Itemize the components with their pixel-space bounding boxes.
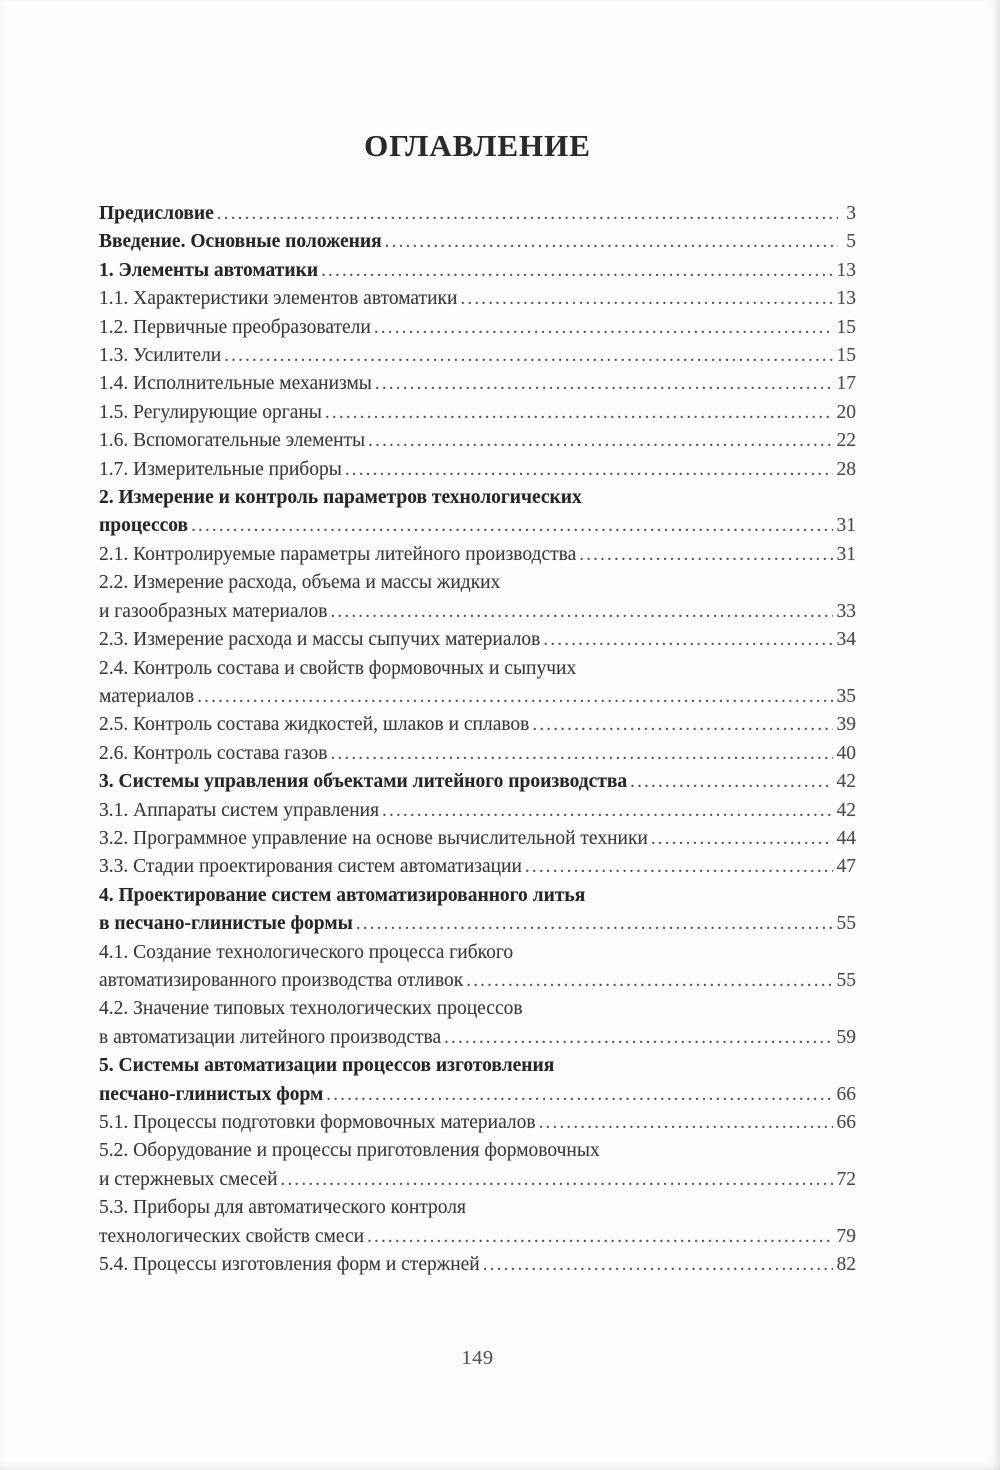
toc-entry-text: 3. Системы управления объектами литейного производства bbox=[99, 771, 628, 793]
toc-line bbox=[99, 853, 856, 881]
toc-page-number: 72 bbox=[836, 1168, 856, 1190]
toc-entry-text: 2.4. Контроль состава и свойств формовочных и сыпучих bbox=[99, 657, 577, 679]
toc-page-number: 28 bbox=[836, 458, 856, 480]
dot-leader bbox=[368, 427, 832, 455]
toc-line bbox=[99, 1166, 856, 1194]
dot-leader bbox=[385, 228, 838, 256]
toc-page-number: 31 bbox=[836, 515, 856, 537]
dot-leader bbox=[325, 399, 833, 427]
toc-page-number: 42 bbox=[836, 771, 856, 793]
toc-line bbox=[99, 399, 856, 427]
toc-page-number: 44 bbox=[836, 827, 856, 849]
toc-entry-text: 1.5. Регулирующие органы bbox=[99, 401, 322, 423]
dot-leader bbox=[224, 342, 832, 370]
toc-page-number: 79 bbox=[836, 1225, 856, 1247]
toc-line bbox=[99, 598, 856, 626]
dot-leader bbox=[356, 910, 833, 938]
toc-entry-text: технологических свойств смеси bbox=[99, 1225, 365, 1247]
dot-leader bbox=[651, 825, 833, 853]
toc-entry-text: 5. Системы автоматизации процессов изготовления bbox=[99, 1055, 555, 1077]
dot-leader bbox=[321, 257, 832, 285]
toc-line bbox=[99, 1223, 856, 1251]
toc-entry-text: 5.4. Процессы изготовления форм и стержней bbox=[99, 1254, 480, 1276]
dot-leader bbox=[579, 541, 832, 569]
toc-page-number: 35 bbox=[836, 685, 856, 707]
dot-leader bbox=[330, 598, 832, 626]
toc-line bbox=[99, 1251, 856, 1279]
toc-line bbox=[99, 1137, 856, 1165]
toc-line bbox=[99, 655, 856, 683]
page-title: ОГЛАВЛЕНИЕ bbox=[364, 128, 591, 163]
toc-entry-text: Предисловие bbox=[99, 203, 214, 224]
toc-page-number: 82 bbox=[836, 1254, 856, 1276]
toc-page-number: 47 bbox=[836, 856, 856, 878]
toc-entry-text: 3.2. Программное управление на основе вычислительной техники bbox=[99, 827, 648, 849]
toc-page-number: 15 bbox=[836, 316, 856, 338]
toc-line bbox=[99, 427, 856, 455]
dot-leader bbox=[345, 456, 833, 484]
toc-line bbox=[99, 1081, 856, 1109]
dot-leader bbox=[630, 768, 832, 796]
toc-entry-text: 5.3. Приборы для автоматического контроля bbox=[99, 1197, 466, 1219]
toc-page-number: 66 bbox=[836, 1112, 856, 1133]
dot-leader bbox=[525, 853, 833, 881]
toc-line bbox=[99, 683, 856, 711]
toc-entry-text: 5.2. Оборудование и процессы приготовления формовочных bbox=[99, 1140, 600, 1162]
toc-entry-text: 3.1. Аппараты систем управления bbox=[99, 799, 380, 821]
toc-line bbox=[99, 939, 856, 967]
toc-page-number: 15 bbox=[836, 345, 856, 367]
toc-entry-text: 2.1. Контролируемые параметры литейного производства bbox=[99, 543, 577, 565]
toc-entry-text: Введение. Основные положения bbox=[99, 231, 382, 253]
toc-line bbox=[99, 1052, 856, 1080]
dot-leader bbox=[217, 200, 838, 228]
dot-leader bbox=[191, 512, 832, 540]
toc-page-number: 17 bbox=[836, 373, 856, 395]
toc-entry-text: песчано-глинистых форм bbox=[99, 1083, 324, 1105]
toc-entry-text: 1.4. Исполнительные механизмы bbox=[99, 373, 372, 395]
toc-entry-text: в автоматизации литейного производства bbox=[99, 1026, 442, 1048]
toc-entry-text: в песчано-глинистые формы bbox=[99, 913, 353, 935]
dot-leader bbox=[444, 1024, 832, 1052]
toc-entry-text: 1.1. Характеристики элементов автоматики bbox=[99, 288, 458, 310]
toc-line bbox=[99, 200, 856, 228]
dot-leader bbox=[331, 740, 833, 768]
dot-leader bbox=[374, 314, 833, 342]
toc-entry-text: 3.3. Стадии проектирования систем автоматизации bbox=[99, 856, 522, 878]
dot-leader bbox=[382, 797, 832, 825]
toc-page-number: 31 bbox=[836, 543, 856, 565]
dot-leader bbox=[539, 1109, 833, 1137]
toc-page-number: 20 bbox=[836, 401, 856, 423]
toc-page-number: 3 bbox=[846, 203, 856, 224]
toc-page-number: 59 bbox=[836, 1026, 856, 1048]
toc-page-number: 33 bbox=[836, 600, 856, 622]
dot-leader bbox=[281, 1166, 833, 1194]
toc-line bbox=[99, 797, 856, 825]
toc-entry-text: 2.3. Измерение расхода и массы сыпучих материалов bbox=[99, 629, 541, 651]
toc-line bbox=[99, 1024, 856, 1052]
toc-line bbox=[99, 314, 856, 342]
toc-entry-text: 2.5. Контроль состава жидкостей, шлаков и сплавов bbox=[99, 714, 530, 736]
toc-page-number: 55 bbox=[836, 913, 856, 935]
toc-page-number: 5 bbox=[846, 231, 856, 253]
toc-line bbox=[99, 910, 856, 938]
toc-line bbox=[99, 1194, 856, 1222]
toc-line bbox=[99, 569, 856, 597]
toc-entry-text: 1.6. Вспомогательные элементы bbox=[99, 430, 366, 452]
toc-entry-text: процессов bbox=[99, 515, 189, 537]
toc-page-number: 22 bbox=[836, 430, 856, 452]
toc-list bbox=[99, 200, 856, 1279]
toc-line bbox=[99, 512, 856, 540]
toc-line bbox=[99, 228, 856, 256]
toc-entry-text: 4. Проектирование систем автоматизированного литья bbox=[99, 884, 586, 906]
page-number-footer: 149 bbox=[461, 1347, 494, 1370]
dot-leader bbox=[532, 711, 832, 739]
toc-line bbox=[99, 740, 856, 768]
dot-leader bbox=[197, 683, 832, 711]
toc-line bbox=[99, 285, 856, 313]
toc-line bbox=[99, 456, 856, 484]
toc-line bbox=[99, 370, 856, 398]
toc-entry-text: материалов bbox=[99, 685, 195, 707]
toc-entry-text: 1.3. Усилители bbox=[99, 345, 222, 367]
dot-leader bbox=[483, 1251, 833, 1279]
toc-entry-text: 4.2. Значение типовых технологических процессов bbox=[99, 998, 523, 1020]
toc-page-number: 13 bbox=[836, 259, 856, 281]
dot-leader bbox=[367, 1223, 832, 1251]
dot-leader bbox=[543, 626, 832, 654]
toc-entry-text: 1.7. Измерительные приборы bbox=[99, 458, 342, 480]
dot-leader bbox=[326, 1081, 832, 1109]
toc-page-number: 34 bbox=[836, 629, 856, 651]
toc-entry-text: 1.2. Первичные преобразователи bbox=[99, 316, 371, 338]
toc-line bbox=[99, 541, 856, 569]
toc-line bbox=[99, 342, 856, 370]
dot-leader bbox=[375, 370, 833, 398]
dot-leader bbox=[466, 967, 832, 995]
toc-page-number: 13 bbox=[836, 288, 856, 310]
toc-entry-text: 4.1. Создание технологического процесса гибкого bbox=[99, 941, 514, 963]
toc-line bbox=[99, 882, 856, 910]
toc-line bbox=[99, 484, 856, 512]
toc-line bbox=[99, 626, 856, 654]
toc-line bbox=[99, 1109, 856, 1137]
toc-line bbox=[99, 711, 856, 739]
toc-entry-text: 5.1. Процессы подготовки формовочных материалов bbox=[99, 1112, 536, 1133]
dot-leader bbox=[460, 285, 832, 313]
toc-entry-text: автоматизированного производства отливок bbox=[99, 969, 464, 991]
toc-entry-text: 2.6. Контроль состава газов bbox=[99, 742, 328, 764]
toc-page-number: 42 bbox=[836, 799, 856, 821]
toc-entry-text: 1. Элементы автоматики bbox=[99, 259, 319, 281]
toc-line bbox=[99, 768, 856, 796]
toc-line bbox=[99, 967, 856, 995]
toc-page-number: 40 bbox=[836, 742, 856, 764]
toc-page-number: 66 bbox=[836, 1083, 856, 1105]
toc-entry-text: 2.2. Измерение расхода, объема и массы жидких bbox=[99, 572, 501, 594]
toc-line bbox=[99, 825, 856, 853]
toc-page-number: 39 bbox=[836, 714, 856, 736]
toc-entry-text: и стержневых смесей bbox=[99, 1168, 278, 1190]
toc-entry-text: 2. Измерение и контроль параметров технологических bbox=[99, 487, 582, 509]
toc-line bbox=[99, 257, 856, 285]
toc-entry-text: и газообразных материалов bbox=[99, 600, 328, 622]
toc-page-number: 55 bbox=[836, 969, 856, 991]
content-column bbox=[99, 0, 856, 1371]
toc-line bbox=[99, 995, 856, 1023]
